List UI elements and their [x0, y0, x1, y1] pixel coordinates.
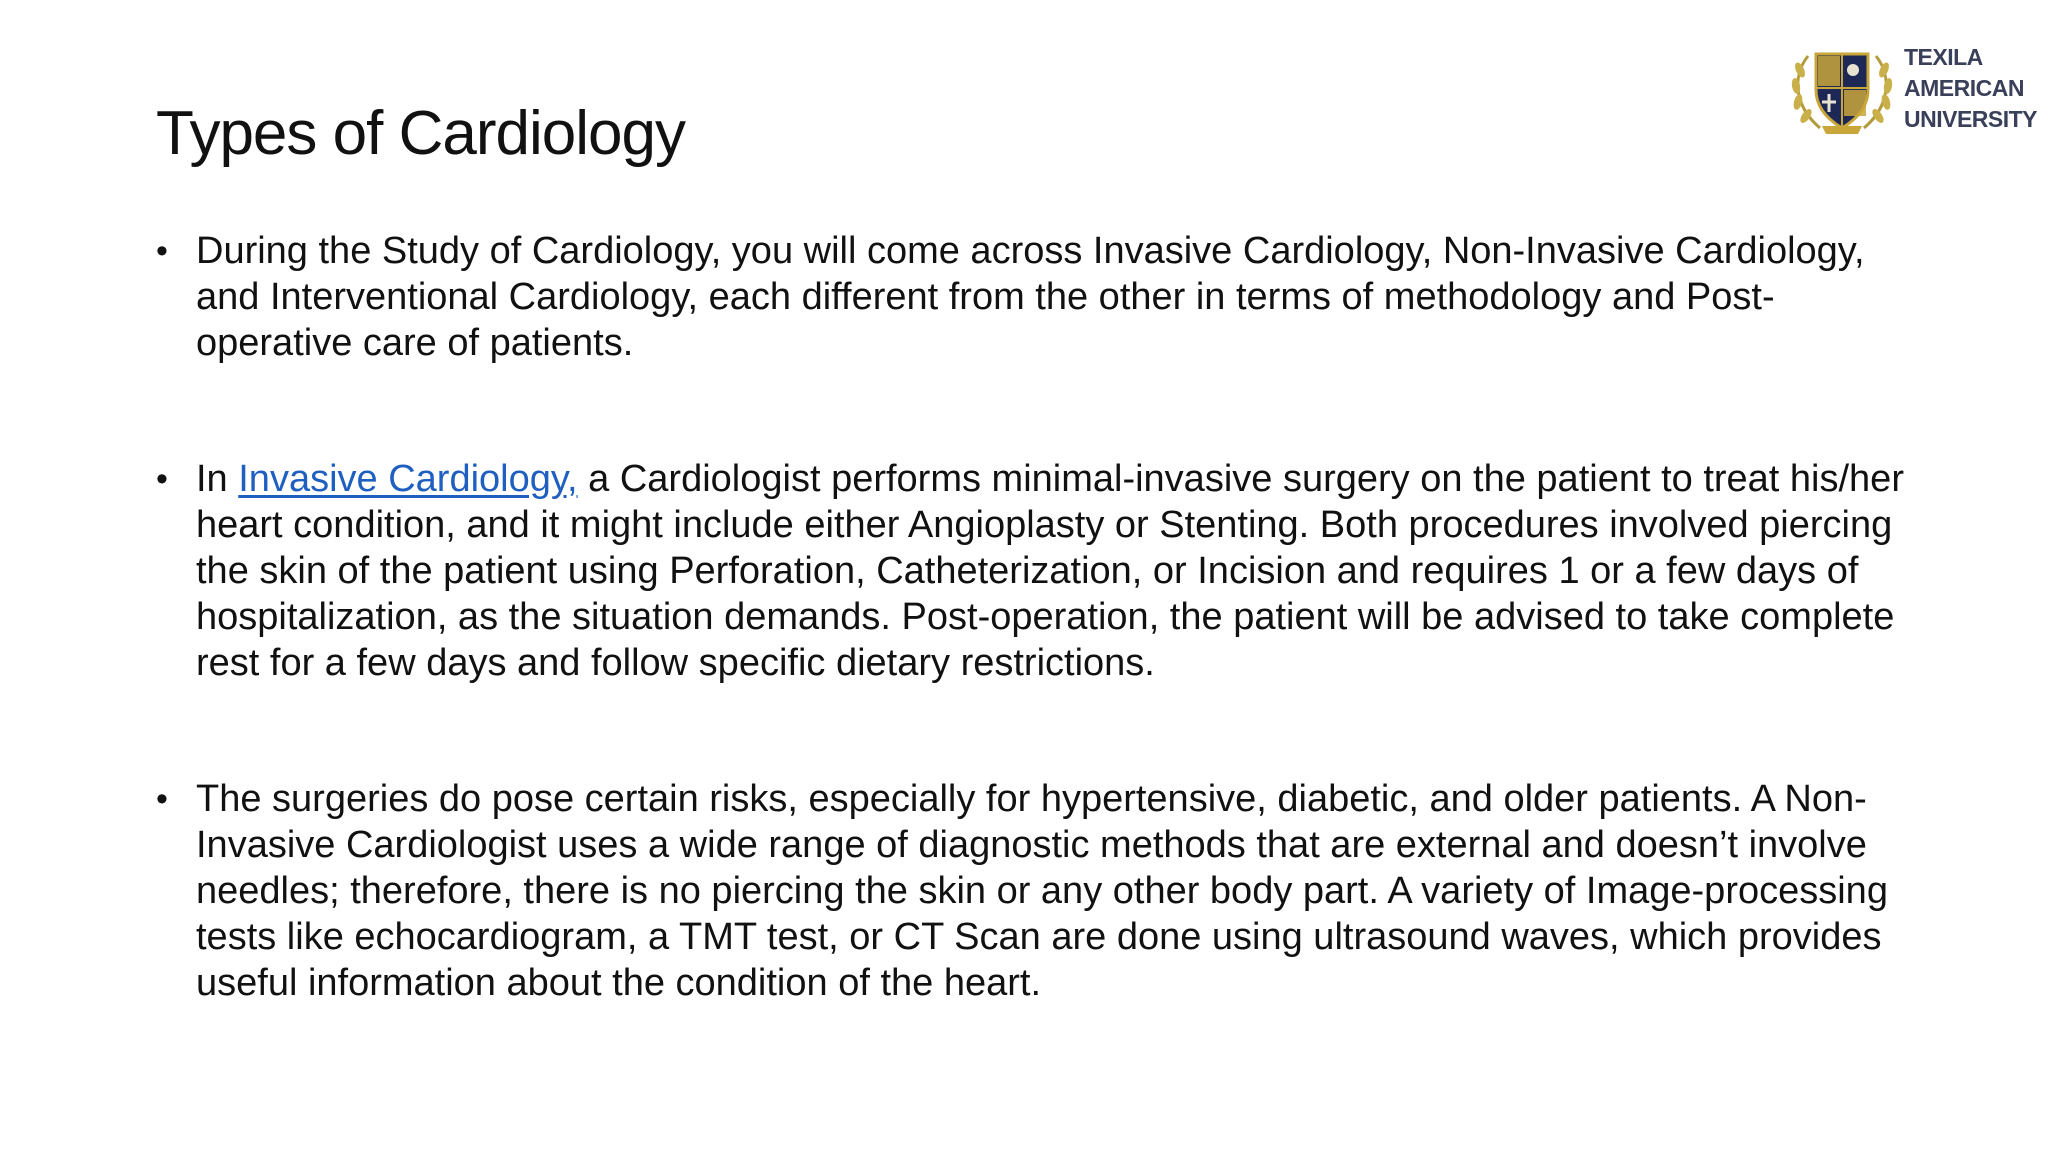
university-logo [1786, 36, 2038, 140]
bullet-text-suffix: a Cardiologist performs minimal-invasive surgery on the patient to treat his/her heart condition, and it might include either Angioplasty or Stenting. Both procedures involved piercing the skin of the patient using Perforation, Catheterization, or Incision and requires 1 or a few days of hospitalization, as the situation demands. Post-operation, the patient will be advised to take complete rest for a few days and follow specific dietary restrictions. [196, 458, 1904, 684]
university-crest-icon [1786, 36, 1898, 140]
invasive-cardiology-link[interactable]: Invasive Cardiology, [238, 458, 578, 500]
bullet-item [156, 456, 1916, 734]
bullet-text-prefix: In [196, 458, 239, 500]
bullet-dot: • [156, 232, 168, 270]
bullet-item [156, 228, 1916, 414]
slide-title: Types of Cardiology [156, 99, 685, 168]
logo-line-2: AMERICAN [1904, 74, 2024, 101]
university-name [1904, 42, 2037, 135]
bullet-list [156, 228, 1916, 1006]
logo-line-3: UNIVERSITY [1904, 105, 2038, 132]
bullet-dot: • [156, 460, 168, 498]
bullet-text: During the Study of Cardiology, you will come across Invasive Cardiology, Non-Invasive Cardiology, and Interventional Cardiology, each different from the other in terms of methodology and Post-operative care of patients. [196, 230, 1865, 364]
bullet-dot: • [156, 780, 168, 818]
bullet-text: The surgeries do pose certain risks, especially for hypertensive, diabetic, and older patients. A Non-Invasive Cardiologist uses a wide range of diagnostic methods that are external and doesn’t involve needles; therefore, there is no piercing the skin or any other body part. A variety of Image-processing tests like echocardiogram, a TMT test, or CT Scan are done using ultrasound waves, which provides useful information about the condition of the heart. [196, 778, 1888, 1004]
logo-line-1: TEXILA [1904, 43, 1983, 70]
bullet-item [156, 776, 1916, 1006]
